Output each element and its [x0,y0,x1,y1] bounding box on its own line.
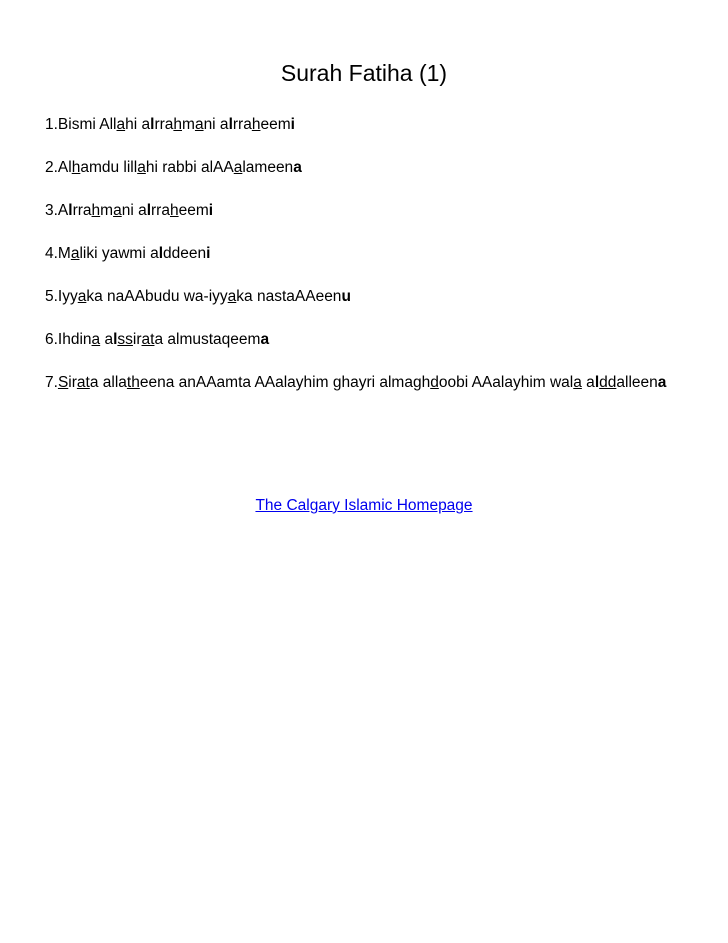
verse-segment: a [70,245,80,262]
verse-segment: i [206,245,211,262]
verse-segment: a [573,374,582,391]
verse-segment: i [290,116,295,133]
verse-segment: liki yawmi a [79,245,159,262]
verse-segment: at [76,374,90,391]
verse-segment: amdu lill [80,159,138,176]
verse-segment: m [182,116,195,133]
verse-segment: at [141,331,155,348]
verse-3 [45,200,685,221]
page-title: Surah Fatiha (1) [280,60,448,86]
verse-segment: ss [117,331,133,348]
verse-5 [45,286,685,307]
verse-segment: 6.Ihdin [45,331,92,348]
verse-segment: l [150,116,155,133]
verse-segment: ir [68,374,77,391]
verse-segment: eem [178,202,209,219]
verse-segment: h [91,202,101,219]
verse-segment: a [91,331,101,348]
verse-segment: S [57,374,69,391]
verse-segment: a [137,159,146,176]
verse-segment: rra [72,202,92,219]
verse-segment: ka naAAbudu wa-iyy [86,288,228,305]
verse-segment: a [293,159,302,176]
verse-segment: a alla [89,374,127,391]
verse-segment: 3.A [45,202,69,219]
verse-segment: 1.Bismi All [45,116,117,133]
verse-segment: rra [232,116,252,133]
verse-segment: a [194,116,204,133]
verse-segment: ddeen [163,245,207,262]
verse-segment: a [100,331,114,348]
verse-segment: l [158,245,164,262]
verse-segment: h [251,116,261,133]
verse-segment: eena anAAamta AAalayhim ghayri almagh [139,374,431,391]
verse-segment: h [173,116,183,133]
verse-segment: d [430,374,439,391]
verse-7 [45,372,685,393]
verse-segment: rra [154,116,174,133]
verse-segment: alleen [616,374,658,391]
verse-segment: oobi AAalayhim wal [438,374,574,391]
verse-segment: h [169,202,179,219]
verse-segment: m [100,202,114,219]
verse-4 [45,243,685,264]
verse-segment: rra [151,202,170,219]
verse-segment: 5.Iyy [45,288,78,305]
calgary-islamic-homepage-link[interactable]: The Calgary Islamic Homepage [255,497,473,514]
verse-segment: dd [599,374,617,391]
verse-segment: u [341,288,351,305]
verse-segment: a [113,202,122,219]
verse-segment: lameen [242,159,294,176]
verse-segment: 7. [45,374,58,391]
verse-segment: a [657,374,667,391]
verse-segment: a almustaqeem [154,331,261,348]
verse-segment: eem [260,116,291,133]
verse-segment: l [68,202,73,219]
verse-1 [45,114,685,135]
verse-segment: h [71,159,81,176]
verse-segment: a [233,159,243,176]
verse-segment: l [113,331,118,348]
verse-segment: ni a [203,116,229,133]
verse-6 [45,329,685,350]
verse-segment: 4.M [45,245,71,262]
verse-segment: a [260,331,270,348]
verse-segment: a [77,288,87,305]
verse-segment: a [227,288,237,305]
verse-segment: ir [132,331,142,348]
footer [0,496,728,516]
verse-segment: i [208,202,214,219]
verse-segment: l [594,374,600,391]
verse-list [45,114,685,415]
verse-segment: l [228,116,233,133]
verse-segment: a [581,374,595,391]
verse-segment: l [146,202,152,219]
verse-segment: th [126,374,140,391]
verse-segment: hi a [125,116,151,133]
verse-segment: 2.Al [45,159,72,176]
verse-2 [45,157,685,178]
verse-segment: ni a [121,202,147,219]
verse-segment: a [116,116,126,133]
verse-segment: hi rabbi alAA [145,159,234,176]
verse-segment: ka nastaAAeen [236,288,342,305]
